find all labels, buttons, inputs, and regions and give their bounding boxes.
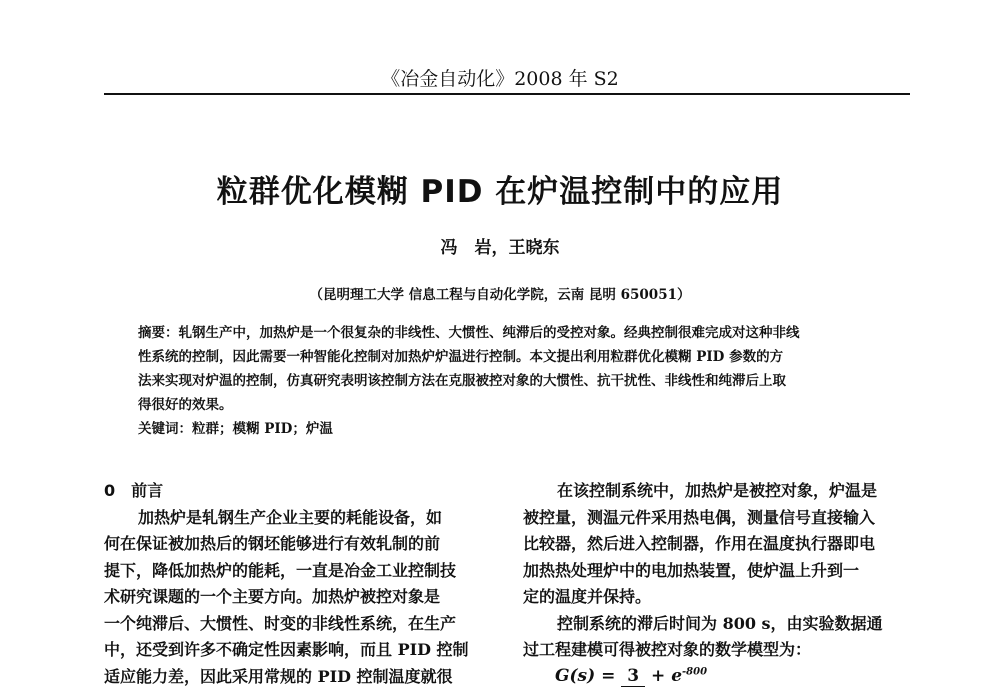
body-line: 加热热处理炉中的电加热装置，使炉温上升到一 — [523, 560, 860, 580]
journal-header: 《冶金自动化》2008 年 S2 — [381, 68, 619, 90]
right-column — [523, 478, 909, 664]
abstract-line: 摘要：轧钢生产中，加热炉是一个很复杂的非线性、大惯性、纯滞后的受控对象。经典控制很难完成对这种非线 — [138, 325, 800, 341]
body-line: 定的温度并保持。 — [523, 587, 652, 606]
body-line: 加热炉是轧钢生产企业主要的耗能设备，如 — [138, 507, 443, 527]
paper-affiliation: （昆明理工大学 信息工程与自动化学院，云南 昆明 650051） — [309, 287, 691, 303]
body-line: 控制系统的滞后时间为 800 s，由实验数据通 — [557, 613, 883, 633]
formula-exponent: -800 — [682, 666, 708, 678]
abstract-line: 性系统的控制，因此需要一种智能化控制对加热炉炉温进行控制。本文提出利用粒群优化模糊 PID 参数的方 — [138, 349, 784, 365]
formula-fraction — [621, 666, 645, 687]
model-formula — [555, 666, 707, 687]
abstract-line: 法来实现对炉温的控制，仿真研究表明该控制方法在克服被控对象的大惯性、抗干扰性、非线性和纯滞后上取 — [138, 373, 786, 389]
body-line: 在该控制系统中，加热炉是被控对象，炉温是 — [557, 481, 878, 500]
body-line: 术研究课题的一个主要方向。加热炉被控对象是 — [104, 587, 441, 606]
abstract-block — [138, 321, 878, 441]
body-line: 被控量，测温元件采用热电偶，测量信号直接输入 — [523, 507, 876, 527]
abstract-line: 得很好的效果。 — [138, 397, 233, 413]
body-line: 过工程建模可得被控对象的数学模型为： — [523, 640, 812, 659]
keywords-line: 关键词：粒群；模糊 PID；炉温 — [138, 421, 333, 437]
body-line: 适应能力差，因此采用常规的 PID 控制温度就很 — [104, 666, 453, 686]
body-line: 何在保证被加热后的钢坯能够进行有效轧制的前 — [104, 534, 441, 553]
body-line: 中，还受到许多不确定性因素影响，而且 PID 控制 — [104, 640, 469, 659]
body-line: 比较器，然后进入控制器，作用在温度执行器即电 — [523, 534, 876, 553]
body-line: 提下，降低加热炉的能耗，一直是冶金工业控制技 — [104, 560, 457, 580]
formula-lhs: G(s) = — [555, 666, 616, 686]
section-heading: 0 前言 — [104, 481, 164, 500]
body-line: 一个纯滞后、大惯性、时变的非线性系统，在生产 — [104, 613, 457, 633]
left-column — [104, 478, 490, 690]
header-rule — [104, 93, 910, 95]
paper-title: 粒群优化模糊 PID 在炉温控制中的应用 — [216, 174, 784, 210]
formula-numerator: 3 — [621, 666, 645, 687]
formula-rhs: + e — [651, 666, 683, 686]
paper-authors: 冯 岩，王晓东 — [440, 238, 560, 258]
